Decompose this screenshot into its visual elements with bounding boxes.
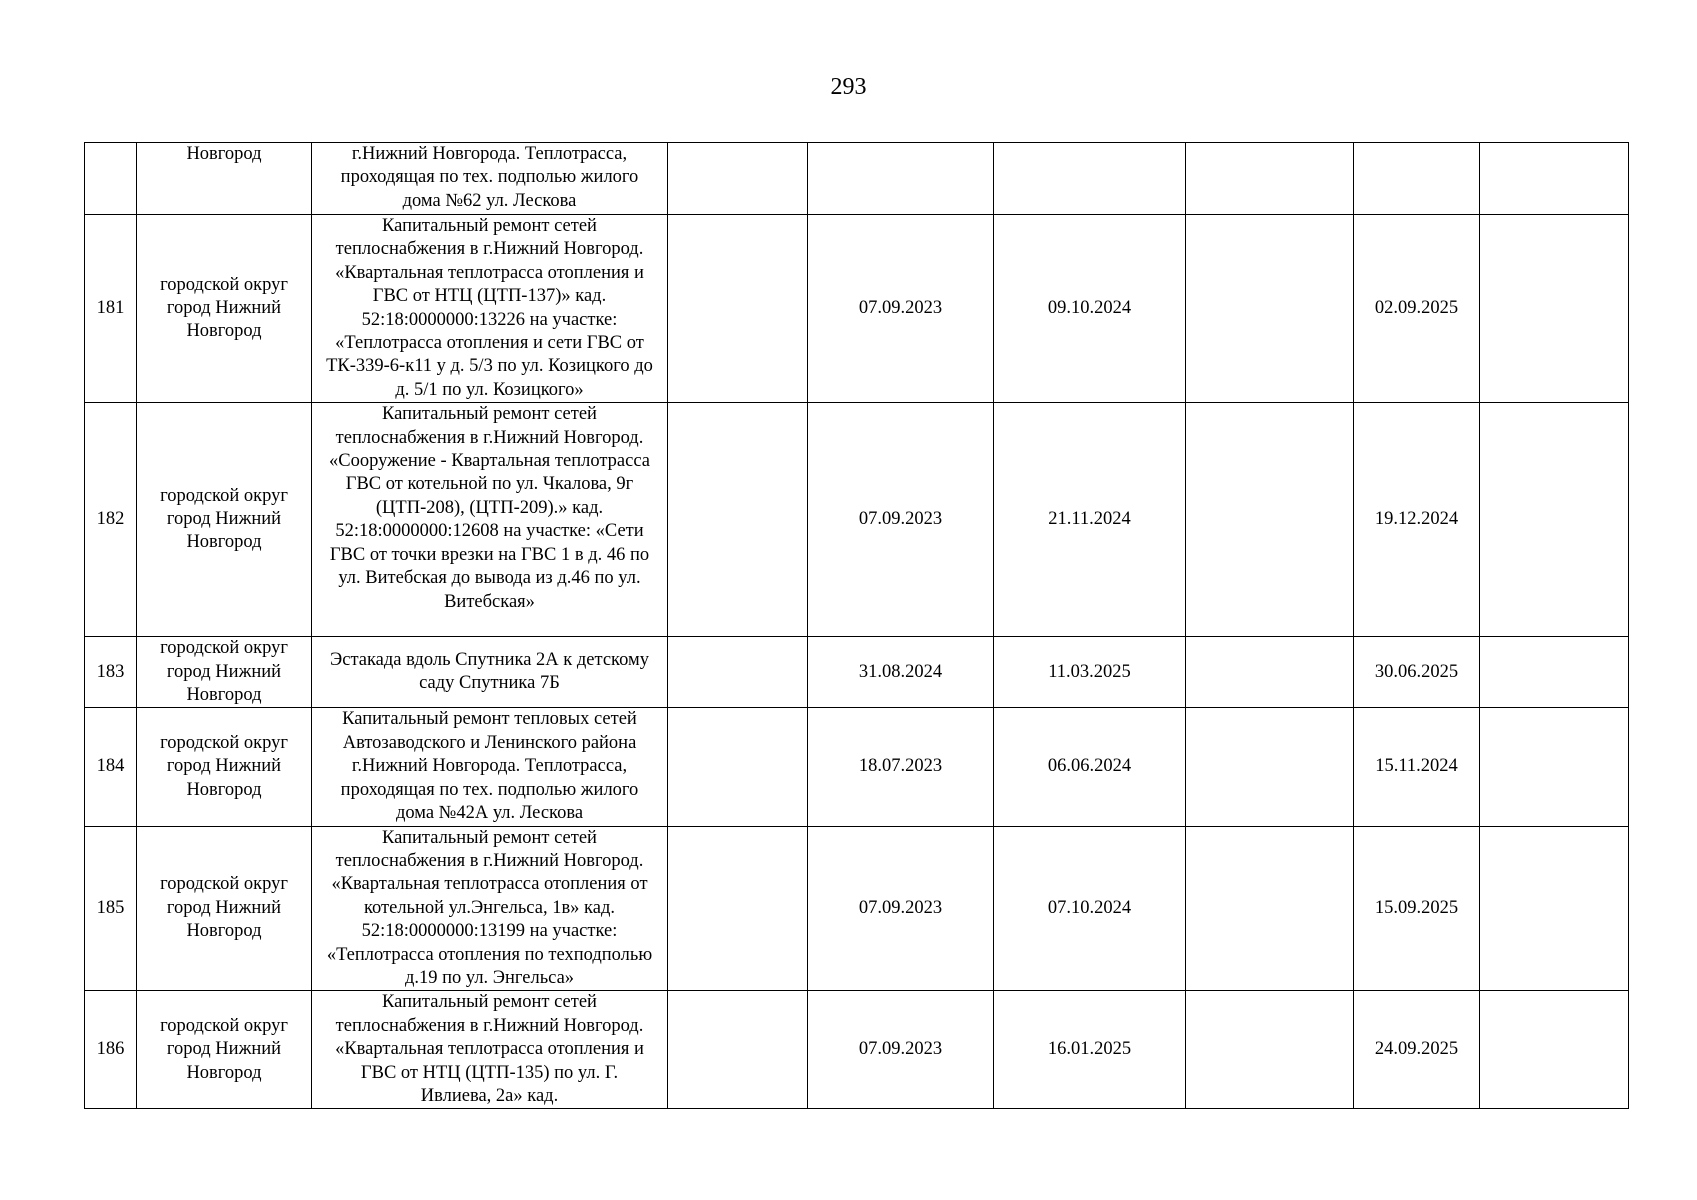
second-date-cell: 11.03.2025 [994, 637, 1186, 708]
second-date-cell: 21.11.2024 [994, 403, 1186, 637]
empty-cell [1480, 637, 1629, 708]
description-cell: Капитальный ремонт тепловых сетей Автозаводского и Ленинского района г.Нижний Новгорода. Теплотрасса, проходящая по тех. подполью жилого дома №42А ул. Лескова [312, 708, 668, 826]
end-date-cell: 15.09.2025 [1354, 826, 1480, 991]
start-date-cell [808, 143, 994, 215]
empty-cell [1186, 991, 1354, 1109]
empty-cell [1186, 143, 1354, 215]
empty-cell [1186, 637, 1354, 708]
municipality-cell: городской округ город Нижний Новгород [137, 215, 312, 403]
municipality-cell: городской округ город Нижний Новгород [137, 403, 312, 637]
empty-cell [1480, 991, 1629, 1109]
empty-cell [668, 708, 808, 826]
empty-cell [1186, 215, 1354, 403]
empty-cell [1480, 403, 1629, 637]
end-date-cell: 02.09.2025 [1354, 215, 1480, 403]
page-number: 293 [830, 74, 867, 100]
table-row [85, 708, 1629, 826]
table-row [85, 991, 1629, 1109]
row-number-cell: 186 [85, 991, 137, 1109]
empty-cell [1186, 403, 1354, 637]
description-cell: г.Нижний Новгорода. Теплотрасса, проходящая по тех. подполью жилого дома №62 ул. Лескова [312, 143, 668, 215]
municipality-cell: Новгород [137, 143, 312, 215]
start-date-cell: 07.09.2023 [808, 215, 994, 403]
row-number-cell: 181 [85, 215, 137, 403]
start-date-cell: 18.07.2023 [808, 708, 994, 826]
second-date-cell: 07.10.2024 [994, 826, 1186, 991]
second-date-cell [994, 143, 1186, 215]
municipality-cell: городской округ город Нижний Новгород [137, 637, 312, 708]
table-row [85, 143, 1629, 215]
municipality-cell: городской округ город Нижний Новгород [137, 708, 312, 826]
end-date-cell: 24.09.2025 [1354, 991, 1480, 1109]
description-cell: Эстакада вдоль Спутника 2А к детскому саду Спутника 7Б [312, 637, 668, 708]
empty-cell [668, 991, 808, 1109]
empty-cell [1480, 143, 1629, 215]
row-number-cell: 183 [85, 637, 137, 708]
start-date-cell: 31.08.2024 [808, 637, 994, 708]
table-row [85, 403, 1629, 637]
municipality-cell: городской округ город Нижний Новгород [137, 826, 312, 991]
row-number-cell: 184 [85, 708, 137, 826]
description-cell: Капитальный ремонт сетей теплоснабжения в г.Нижний Новгород. «Сооружение - Квартальная теплотрасса ГВС от котельной по ул. Чкалова, 9г (ЦТП-208), (ЦТП-209).» кад. 52:18:0000000:12608 на участке: «Сети ГВС от точки врезки на ГВС 1 в д. 46 по ул. Витебская до вывода из д.46 по ул. Витебская» [312, 403, 668, 637]
end-date-cell: 19.12.2024 [1354, 403, 1480, 637]
description-cell: Капитальный ремонт сетей теплоснабжения в г.Нижний Новгород. «Квартальная теплотрасса отопления от котельной ул.Энгельса, 1в» кад. 52:18:0000000:13199 на участке: «Теплотрасса отопления по техподполью д.19 по ул. Энгельса» [312, 826, 668, 991]
empty-cell [1480, 215, 1629, 403]
end-date-cell: 15.11.2024 [1354, 708, 1480, 826]
empty-cell [1186, 826, 1354, 991]
empty-cell [668, 215, 808, 403]
empty-cell [668, 637, 808, 708]
empty-cell [668, 826, 808, 991]
description-cell: Капитальный ремонт сетей теплоснабжения в г.Нижний Новгород. «Квартальная теплотрасса отопления и ГВС от НТЦ (ЦТП-135) по ул. Г. Ивлиева, 2а» кад. [312, 991, 668, 1109]
table-row [85, 637, 1629, 708]
municipality-cell: городской округ город Нижний Новгород [137, 991, 312, 1109]
row-number-cell [85, 143, 137, 215]
start-date-cell: 07.09.2023 [808, 826, 994, 991]
start-date-cell: 07.09.2023 [808, 403, 994, 637]
start-date-cell: 07.09.2023 [808, 991, 994, 1109]
works-table [84, 142, 1629, 1109]
second-date-cell: 16.01.2025 [994, 991, 1186, 1109]
row-number-cell: 182 [85, 403, 137, 637]
end-date-cell: 30.06.2025 [1354, 637, 1480, 708]
empty-cell [668, 403, 808, 637]
second-date-cell: 09.10.2024 [994, 215, 1186, 403]
empty-cell [1186, 708, 1354, 826]
empty-cell [1480, 708, 1629, 826]
table-row [85, 826, 1629, 991]
description-cell: Капитальный ремонт сетей теплоснабжения в г.Нижний Новгород. «Квартальная теплотрасса отопления и ГВС от НТЦ (ЦТП-137)» кад. 52:18:0000000:13226 на участке: «Теплотрасса отопления и сети ГВС от ТК-339-6-к11 у д. 5/3 по ул. Козицкого до д. 5/1 по ул. Козицкого» [312, 215, 668, 403]
empty-cell [1480, 826, 1629, 991]
table-row [85, 215, 1629, 403]
end-date-cell [1354, 143, 1480, 215]
second-date-cell: 06.06.2024 [994, 708, 1186, 826]
empty-cell [668, 143, 808, 215]
row-number-cell: 185 [85, 826, 137, 991]
